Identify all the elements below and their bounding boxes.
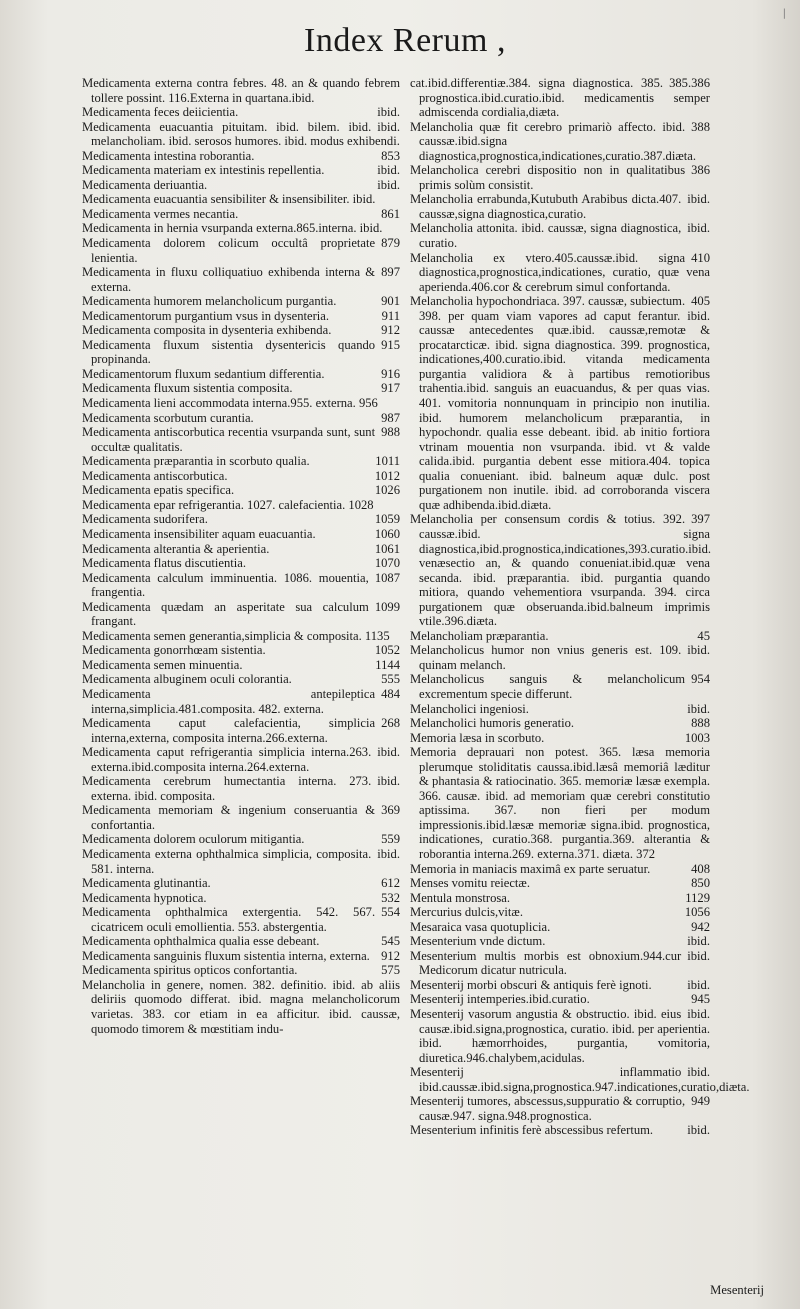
entry-text: Medicamenta composita in dysenteria exhibenda. xyxy=(82,323,332,338)
entry-page-ref: 612 xyxy=(381,876,400,891)
entry-page-ref: 545 xyxy=(381,934,400,949)
entry-page-ref: ibid. xyxy=(687,1065,710,1080)
index-entry xyxy=(410,905,710,920)
catchword: Mesenterij xyxy=(710,1283,764,1297)
entry-text: Medicamenta albuginem oculi colorantia. xyxy=(82,672,292,687)
index-entry xyxy=(82,163,400,178)
entry-text: Medicamenta in fluxu colliquatiuo exhibenda interna & externa. xyxy=(82,265,376,294)
entry-text: Memoria in maniacis maximâ ex parte seruatur. xyxy=(410,861,651,876)
entry-text: Medicamenta fluxum sistentia dysentericis quando propinanda. xyxy=(82,337,376,367)
entry-text: Melancholici humoris generatio. xyxy=(410,716,575,731)
entry-page-ref: 1012 xyxy=(374,468,400,483)
entry-text: Mesenterij inflammatio ibid.caussæ.ibid.signa,prognostica.947.indicationes,curatio,diæta. xyxy=(410,1065,750,1094)
entry-text: Medicamenta euacuantia pituitam. ibid. bilem. ibid. melancholiam. ibid. serosos humores. ibid. modus exhibendi. xyxy=(82,119,400,149)
entry-text: Memoria læsa in scorbuto. xyxy=(410,730,545,745)
index-entry xyxy=(82,221,400,236)
entry-page-ref: 559 xyxy=(381,832,400,847)
entry-text: Mesenterium vnde dictum. xyxy=(410,934,546,949)
entry-page-ref: 1144 xyxy=(375,657,400,672)
index-entry xyxy=(82,425,400,454)
entry-text: Medicamenta dolorem oculorum mitigantia. xyxy=(82,832,305,847)
entry-text: Melancholicus sanguis & melancholicum excrementum specie differunt. xyxy=(410,672,686,701)
entry-page-ref: 1087 xyxy=(374,570,400,585)
index-entry xyxy=(82,483,400,498)
index-entry xyxy=(82,381,400,396)
index-entry xyxy=(410,643,710,672)
entry-text: Medicamenta flatus discutientia. xyxy=(82,556,247,571)
entry-page-ref: 555 xyxy=(381,672,400,687)
entry-page-ref: 1129 xyxy=(685,890,710,905)
entry-text: Mesenterium infinitis ferè abscessibus refertum. xyxy=(410,1123,654,1138)
entry-page-ref: 942 xyxy=(691,919,710,934)
entry-page-ref: 1059 xyxy=(374,512,400,527)
index-entry xyxy=(82,571,400,600)
index-entry xyxy=(410,1007,710,1065)
index-entry xyxy=(82,716,400,745)
index-entry xyxy=(410,1094,710,1123)
index-entry xyxy=(410,949,710,978)
entry-text: Medicamenta epatis specifica. xyxy=(82,483,235,498)
margin-mark: | xyxy=(782,8,786,19)
entry-text: Medicamentorum purgantium vsus in dysenteria. xyxy=(82,308,330,323)
entry-page-ref: ibid. xyxy=(687,1007,710,1021)
entry-text: Melancholia quæ fit cerebro primariò affecto. ibid. caussæ.ibid.signa diagnostica,prognostica,indicationes,curatio.387.diæta. xyxy=(410,119,696,163)
index-entry xyxy=(82,600,400,629)
entry-page-ref: ibid. xyxy=(377,177,400,192)
index-entry xyxy=(82,629,400,644)
entry-page-ref: 850 xyxy=(691,876,710,891)
entry-text: Melancholici ingeniosi. xyxy=(410,701,529,716)
index-entry xyxy=(410,163,710,192)
index-entry xyxy=(410,629,710,644)
entry-text: Melancholia hypochondriaca. 397. caussæ, subiectum. 398. per quam viam vapores ad caput ferantur. ibid. caussæ antecedentes quæ.ibid. caussæ,remotæ & procatarcticæ. ibid. signa diagnostica. 399. prognostica, indicationes,400.curatio.ibid. vitanda medicamenta purgantia validiora & à partibus remotioribus trahentia.ibid. sanguis an euacuandus, & per quas vias. 401. vomitoria nonnunquam in principio non inutilia. ibid. humorem melancholicum præparantia, in hypochondr. qualia esse debeant. ibid. ab initio fortiora vtrinam mouentia non vsurpanda. ibid. vt & valde calida.ibid. purgantia debent esse mitiora.404. topica qualia conueniant. ibid. balneum aquæ dulc. post purgationem non inutile. ibid. ad corroboranda viscera quæ adhibenda.ibid.diæta. xyxy=(410,294,710,512)
index-entry xyxy=(410,294,710,512)
entry-text: Melancholicus humor non vnius generis est. 109. quinam melanch. xyxy=(410,643,682,672)
entry-page-ref: 386 xyxy=(691,163,710,178)
entry-page-ref: 888 xyxy=(691,716,710,731)
index-entry xyxy=(82,76,400,105)
entry-page-ref: 911 xyxy=(381,308,400,323)
entry-text: Medicamenta dolorem colicum occultâ proprietate lenientia. xyxy=(82,236,376,265)
entry-page-ref: 861 xyxy=(381,206,400,221)
entry-page-ref: ibid. xyxy=(377,745,400,760)
index-entry xyxy=(82,745,400,774)
entry-text: Medicamenta ophthalmica extergentia. 542. 567. cicatricem oculi emollientia. 553. abstergentia. xyxy=(82,905,376,934)
entry-page-ref: ibid. xyxy=(687,934,710,949)
entry-text: Medicamenta intestina roborantia. xyxy=(82,148,255,163)
entry-text: Medicamenta semen minuentia. xyxy=(82,657,243,672)
index-entry xyxy=(82,192,400,207)
index-entry xyxy=(82,876,400,891)
index-entry xyxy=(410,512,710,628)
index-entry xyxy=(82,963,400,978)
index-entry xyxy=(82,105,400,120)
entry-page-ref: 369 xyxy=(381,803,400,818)
index-entry xyxy=(410,891,710,906)
index-entry xyxy=(410,251,710,295)
entry-page-ref: 410 xyxy=(691,250,710,265)
index-entry xyxy=(82,891,400,906)
index-entry xyxy=(82,149,400,164)
index-entry xyxy=(410,876,710,891)
entry-text: Mesenterij vasorum angustia & obstructio. ibid. eius causæ.ibid.signa,prognostica, curatio. ibid. per aperientia. ibid. hæmorrhoides, purgantia, vomitoria, diuretica.946.chalybem,acidulas. xyxy=(410,1007,710,1065)
entry-page-ref: 385.386 xyxy=(669,76,710,90)
entry-text: Melancholiam præparantia. xyxy=(410,628,549,643)
entry-text: Medicamenta antepileptica interna,simplicia.481.composita. 482. externa. xyxy=(82,686,376,716)
entry-text: Medicamenta epar refrigerantia. 1027. calefacientia. 1028 xyxy=(82,497,374,512)
index-entry xyxy=(82,396,400,411)
index-entry xyxy=(410,716,710,731)
index-entry xyxy=(82,178,400,193)
index-entry xyxy=(82,643,400,658)
entry-page-ref: 912 xyxy=(381,323,400,338)
entry-text: Mesaraica vasa quotuplicia. xyxy=(410,919,551,934)
entry-text: Mesenterium multis morbis est obnoxium.944.cur Medicorum dicatur nutricula. xyxy=(410,948,682,978)
entry-text: Medicamenta antiscorbutica. xyxy=(82,468,228,483)
entry-page-ref: ibid. xyxy=(377,119,400,134)
index-entry xyxy=(82,367,400,382)
entry-page-ref: ibid. xyxy=(687,977,710,992)
page-title: Index Rerum , xyxy=(304,22,506,59)
index-entry xyxy=(82,542,400,557)
entry-page-ref: 1026 xyxy=(374,483,400,498)
entry-text: Medicamenta fluxum sistentia composita. xyxy=(82,381,293,396)
entry-text: Medicamenta lieni accommodata interna.955. externa. 956 xyxy=(82,396,378,411)
index-entry xyxy=(410,992,710,1007)
entry-text: Medicamenta alterantia & aperientia. xyxy=(82,541,270,556)
index-entry xyxy=(410,76,710,120)
entry-text: Mesenterij morbi obscuri & antiquis ferè ignoti. xyxy=(410,977,652,992)
index-entry xyxy=(82,847,400,876)
index-entry xyxy=(82,803,400,832)
entry-page-ref: 1060 xyxy=(374,526,400,541)
entry-text: Medicamenta caput calefacientia, simplicia interna,externa, composita interna.266.externa. xyxy=(82,716,376,745)
index-entry xyxy=(82,978,400,1036)
index-entry xyxy=(82,309,400,324)
entry-page-ref: ibid. xyxy=(687,1123,710,1138)
entry-page-ref: ibid. xyxy=(377,846,400,861)
entry-page-ref: 405 xyxy=(691,294,710,309)
entry-page-ref: 901 xyxy=(381,294,400,309)
entry-text: Medicamenta caput refrigerantia simplicia interna.263. externa.ibid.composita interna.264.externa. xyxy=(82,745,372,774)
entry-page-ref: 1070 xyxy=(374,556,400,571)
entry-page-ref: 554 xyxy=(381,905,400,920)
index-entry xyxy=(82,323,400,338)
entry-page-ref: 1011 xyxy=(375,454,400,469)
entry-page-ref: 408 xyxy=(691,861,710,876)
index-column-left xyxy=(82,76,400,1296)
entry-text: Menses vomitu reiectæ. xyxy=(410,876,530,891)
entry-text: Medicamenta spiritus opticos confortantia. xyxy=(82,963,298,978)
index-entry xyxy=(82,236,400,265)
index-column-right xyxy=(410,76,750,1296)
entry-text: Mentula monstrosa. xyxy=(410,890,511,905)
index-entry xyxy=(82,949,400,964)
index-entry xyxy=(410,702,710,717)
entry-page-ref: 915 xyxy=(381,337,400,352)
entry-page-ref: 987 xyxy=(381,410,400,425)
entry-text: Melancholia in genere, nomen. 382. definitio. ibid. ab aliis deliriis quomodo differat. ibid. magna melancholicorum varietas. 383. cor etiam in ea afficitur. ibid. caussæ, quomodo timorem & mœstitiam indu- xyxy=(82,977,400,1036)
entry-text: Medicamenta sanguinis fluxum sistentia interna, externa. xyxy=(82,948,370,963)
entry-text: Medicamenta vermes necantia. xyxy=(82,206,239,221)
entry-text: Medicamenta feces deiicientia. xyxy=(82,105,239,120)
entry-text: Mesenterij intemperies.ibid.curatio. xyxy=(410,992,590,1007)
entry-page-ref: 853 xyxy=(381,148,400,163)
index-entry xyxy=(82,512,400,527)
entry-page-ref: ibid. xyxy=(687,948,710,963)
index-entry xyxy=(410,934,710,949)
entry-text: Medicamenta semen generantia,simplicia & composita. 1135 xyxy=(82,628,390,643)
index-entry xyxy=(410,672,710,701)
entry-page-ref: 397 xyxy=(691,512,710,527)
entry-page-ref: 917 xyxy=(381,381,400,396)
index-entry xyxy=(410,1123,710,1138)
entry-text: Melancholica cerebri dispositio non in qualitatibus primis solùm consistit. xyxy=(410,163,686,192)
entry-text: Melancholia ex vtero.405.caussæ.ibid. signa diagnostica,prognostica,indicationes, curatio, quæ vena aperienda.406.cor & cerebrum simul confortanda. xyxy=(410,250,710,294)
entry-page-ref: 484 xyxy=(381,686,400,701)
entry-page-ref: ibid. xyxy=(687,221,710,236)
index-entry xyxy=(82,687,400,716)
entry-text: Medicamenta calculum imminuentia. 1086. mouentia, frangentia. xyxy=(82,570,369,600)
index-entry xyxy=(410,731,710,746)
entry-text: Medicamenta præparantia in scorbuto qualia. xyxy=(82,454,310,469)
entry-text: Medicamenta materiam ex intestinis repellentia. xyxy=(82,163,325,178)
entry-text: Medicamenta externa ophthalmica simplicia, composita. 581. interna. xyxy=(82,846,372,876)
entry-page-ref: 945 xyxy=(691,992,710,1007)
index-entry xyxy=(410,920,710,935)
entry-page-ref: 1099 xyxy=(374,599,400,614)
entry-page-ref: 1003 xyxy=(684,730,710,745)
index-entry xyxy=(82,905,400,934)
entry-page-ref: 954 xyxy=(691,672,710,687)
index-entry xyxy=(82,672,400,687)
entry-page-ref: 897 xyxy=(381,265,400,280)
entry-text: Medicamenta quædam an asperitate sua calculum frangant. xyxy=(82,599,369,629)
entry-text: Medicamenta antiscorbutica recentia vsurpanda sunt, sunt occultæ qualitatis. xyxy=(82,425,376,454)
index-entry xyxy=(82,832,400,847)
entry-page-ref: ibid. xyxy=(687,643,710,658)
entry-page-ref: ibid. xyxy=(687,192,710,207)
entry-page-ref: ibid. xyxy=(377,163,400,178)
entry-text: Melancholia per consensum cordis & totius. 392. caussæ.ibid. signa diagnostica,ibid.prognostica,indicationes,393.curatio.ibid. venæsectio an, & quando conueniat.ibid.quæ vena secanda. ibid. præparantia. ibid. purgantia quando mitiora, quando vehementiora vsurpanda. 394. circa purgationem quæ obseruanda.ibid.balneum imprimis vtile.396.diæta. xyxy=(410,512,712,629)
entry-text: Medicamenta externa contra febres. 48. an & quando febrem tollere possint. 116.Externa in quartana.ibid. xyxy=(82,76,400,105)
index-entry xyxy=(410,221,710,250)
index-entry xyxy=(82,120,400,149)
index-entry xyxy=(82,294,400,309)
entry-page-ref: ibid. xyxy=(377,105,400,120)
index-entry xyxy=(82,411,400,426)
index-entry xyxy=(410,1065,750,1094)
entry-page-ref: 575 xyxy=(381,963,400,978)
index-entry xyxy=(82,265,400,294)
entry-text: Medicamenta gonorrhœam sistentia. xyxy=(82,643,266,658)
index-entry xyxy=(410,745,710,861)
entry-text: cat.ibid.differentiæ.384. signa diagnostica. 385. prognostica.ibid.curatio.ibid. medicamentis semper admiscenda cordialia,diæta. xyxy=(410,76,710,120)
entry-page-ref: ibid. xyxy=(687,701,710,716)
index-entry xyxy=(410,862,710,877)
entry-page-ref: 949 xyxy=(691,1094,710,1109)
index-entry xyxy=(82,469,400,484)
index-entry xyxy=(82,454,400,469)
entry-page-ref: 912 xyxy=(381,948,400,963)
entry-page-ref: 388 xyxy=(691,119,710,134)
index-entry xyxy=(410,120,710,164)
entry-text: Medicamenta scorbutum curantia. xyxy=(82,410,254,425)
entry-text: Medicamenta euacuantia sensibiliter & insensibiliter. ibid. xyxy=(82,192,376,207)
entry-text: Medicamenta insensibiliter aquam euacuantia. xyxy=(82,526,316,541)
entry-page-ref: 532 xyxy=(381,890,400,905)
index-entry xyxy=(82,658,400,673)
index-entry xyxy=(410,192,710,221)
entry-text: Medicamenta humorem melancholicum purgantia. xyxy=(82,294,337,309)
entry-text: Mesenterij tumores, abscessus,suppuratio & corruptio, causæ.947. signa.948.prognostica. xyxy=(410,1094,686,1123)
index-entry xyxy=(82,774,400,803)
entry-page-ref: 1056 xyxy=(684,905,710,920)
index-entry xyxy=(410,978,710,993)
entry-text: Melancholia errabunda,Kutubuth Arabibus dicta.407. caussæ,signa diagnostica,curatio. xyxy=(410,192,682,221)
entry-text: Medicamenta in hernia vsurpanda externa.865.interna. ibid. xyxy=(82,221,383,236)
index-entry xyxy=(82,207,400,222)
entry-page-ref: 45 xyxy=(697,628,710,643)
entry-text: Medicamenta hypnotica. xyxy=(82,890,207,905)
entry-text: Mercurius dulcis,vitæ. xyxy=(410,905,523,920)
index-entry xyxy=(82,556,400,571)
entry-page-ref: ibid. xyxy=(377,774,400,789)
entry-text: Medicamenta ophthalmica qualia esse debeant. xyxy=(82,934,320,949)
entry-page-ref: 879 xyxy=(381,236,400,251)
entry-text: Medicamenta cerebrum humectantia interna. 273. externa. ibid. composita. xyxy=(82,774,372,803)
entry-page-ref: 916 xyxy=(381,366,400,381)
entry-page-ref: 1061 xyxy=(374,541,400,556)
entry-text: Melancholia attonita. ibid. caussæ, signa diagnostica, curatio. xyxy=(410,221,682,251)
index-entry xyxy=(82,527,400,542)
entry-text: Medicamentorum fluxum sedantium differentia. xyxy=(82,366,325,381)
index-entry xyxy=(82,934,400,949)
entry-text: Medicamenta deriuantia. xyxy=(82,177,208,192)
index-entry xyxy=(82,498,400,513)
entry-page-ref: 268 xyxy=(381,716,400,731)
index-entry xyxy=(82,338,400,367)
entry-text: Medicamenta memoriam & ingenium conseruantia & confortantia. xyxy=(82,803,376,832)
entry-text: Medicamenta sudorifera. xyxy=(82,512,208,527)
entry-text: Medicamenta glutinantia. xyxy=(82,876,211,891)
entry-text: Memoria deprauari non potest. 365. læsa memoria plerumque stoliditatis caussa.ibid.læsâ memoriâ læditur & phantasia & ratiocinatio. 365. memoriæ læsæ exempla. 366. causæ. ibid. ad memoriam quæ cerebri constitutio aptissima. 367. non fieri per modum impressionis.ibid.læsæ memoriæ signa.ibid. prognostica, indicationes, curatio.368. purgantia.369. alterantia & roborantia interna.269. externa.371. diæta. 372 xyxy=(410,745,710,861)
entry-page-ref: 988 xyxy=(381,425,400,440)
entry-page-ref: 1052 xyxy=(374,643,400,658)
